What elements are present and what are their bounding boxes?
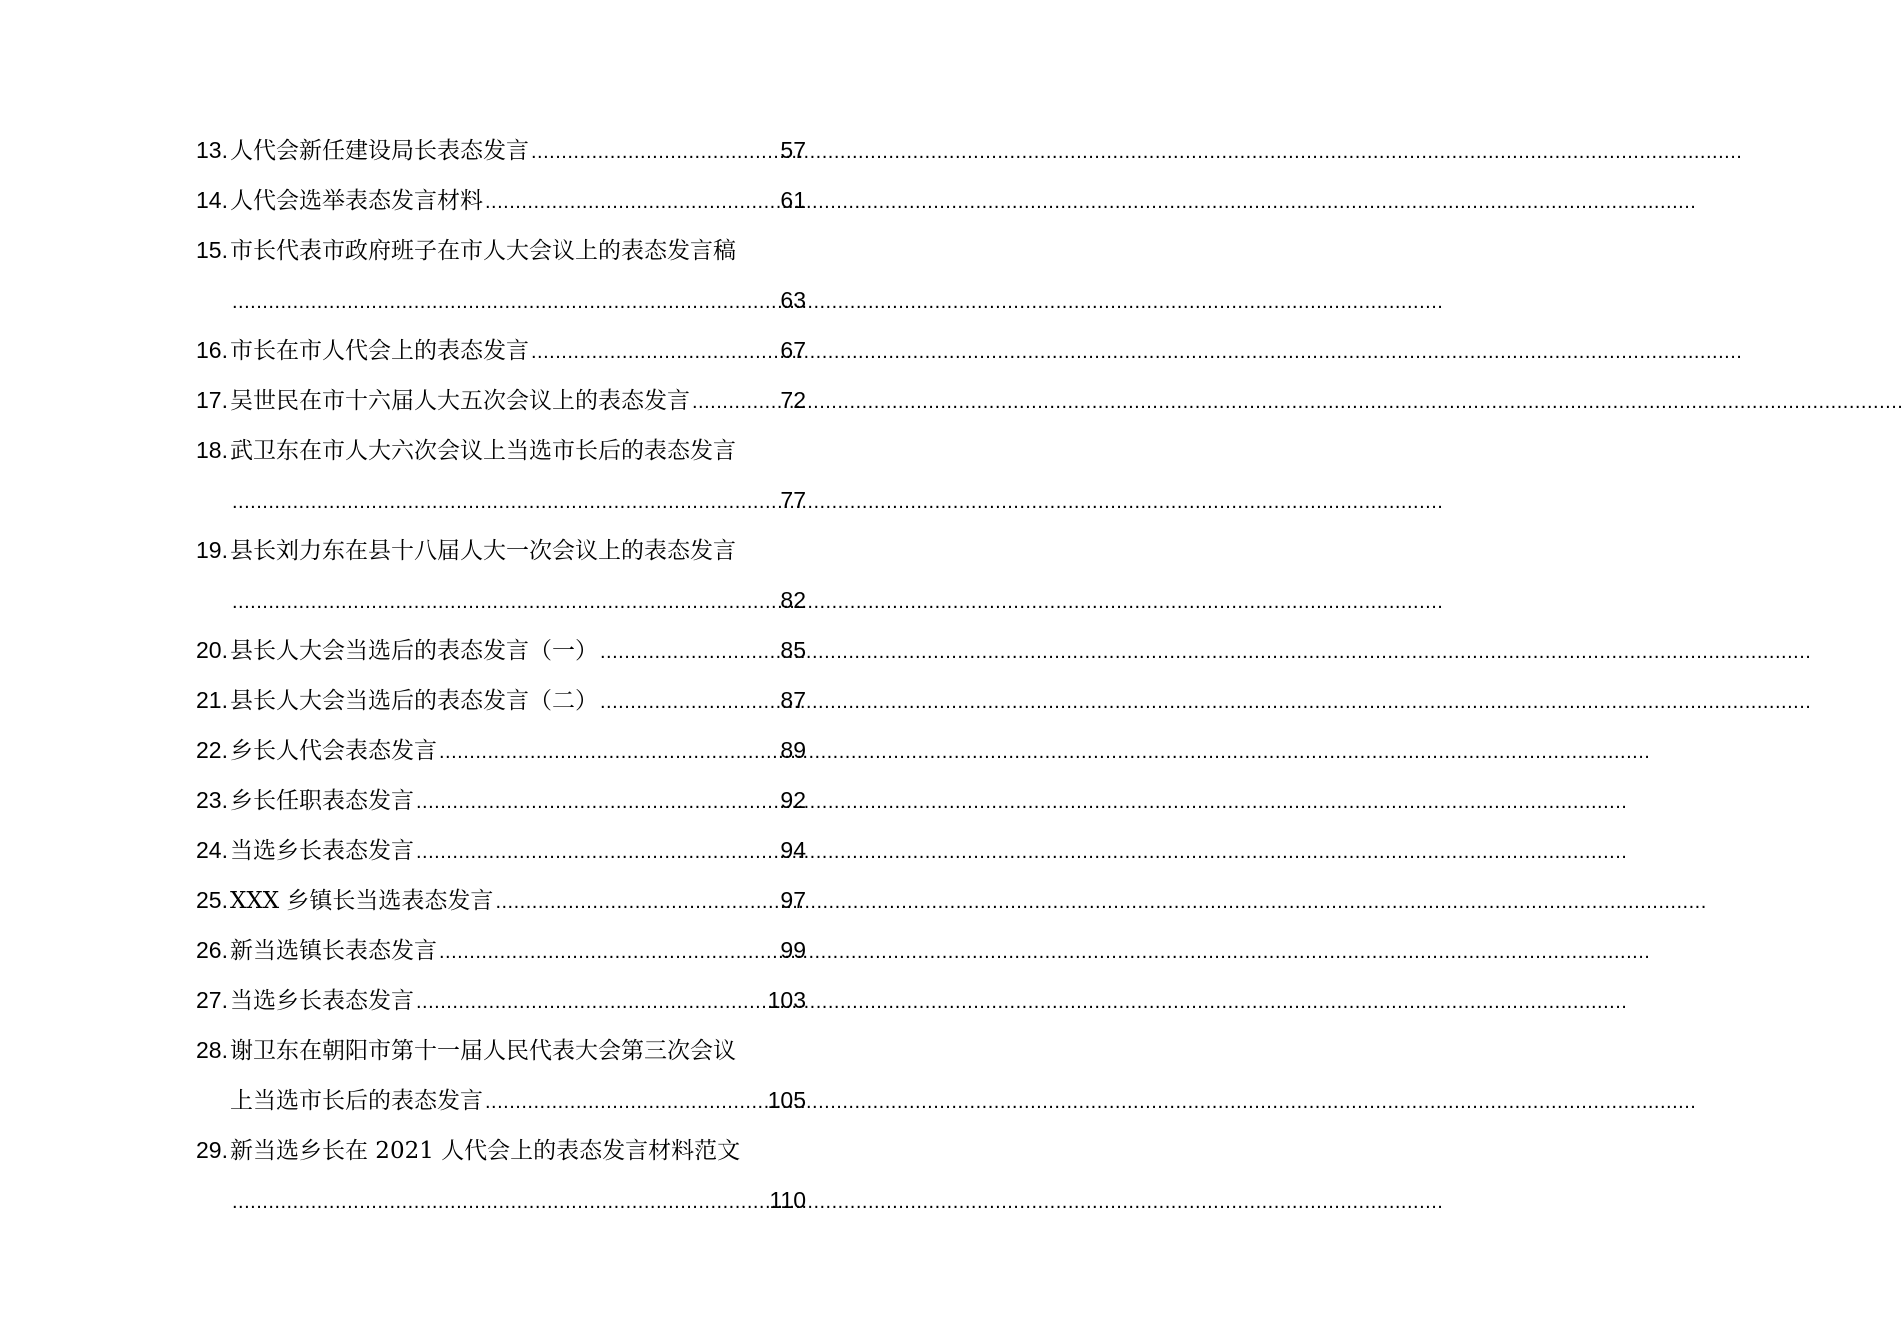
toc-page-number: 87 xyxy=(780,687,806,713)
toc-entry-number: 14. xyxy=(196,187,228,213)
toc-entry-number: 24. xyxy=(196,837,228,863)
toc-page-number: 105 xyxy=(767,1087,806,1113)
dot-leader xyxy=(485,177,778,227)
toc-entry[interactable] xyxy=(196,175,806,225)
toc-page-number: 61 xyxy=(780,187,806,213)
toc-line xyxy=(196,925,806,975)
toc-entry-number: 19. xyxy=(196,537,228,563)
toc-entry-number: 16. xyxy=(196,337,228,363)
dot-leader xyxy=(416,977,766,1027)
dot-leader xyxy=(439,727,778,777)
toc-entry[interactable] xyxy=(196,775,806,825)
toc-line xyxy=(196,225,806,275)
dot-leader xyxy=(531,327,778,377)
toc-entry-number: 29. xyxy=(196,1137,228,1163)
toc-line xyxy=(196,975,806,1025)
toc-page-number: 67 xyxy=(780,337,806,363)
toc-entry-number: 22. xyxy=(196,737,228,763)
toc-entry-title: 吴世民在市十六届人大五次会议上的表态发言 xyxy=(230,388,690,414)
toc-entry-number: 23. xyxy=(196,787,228,813)
dot-leader xyxy=(495,877,778,927)
toc-entry-title: 新当选镇长表态发言 xyxy=(230,938,437,964)
dot-leader xyxy=(232,1177,767,1227)
toc-line xyxy=(196,1075,806,1125)
table-of-contents xyxy=(196,125,806,1225)
toc-page-number: 110 xyxy=(769,1187,806,1213)
toc-entry-title: 人代会选举表态发言材料 xyxy=(230,188,483,214)
toc-entry-title: 乡长人代会表态发言 xyxy=(230,738,437,764)
toc-page-number: 63 xyxy=(780,287,806,313)
dot-leader xyxy=(232,277,778,327)
toc-entry[interactable] xyxy=(196,925,806,975)
dot-leader xyxy=(232,477,778,527)
toc-entry-number: 15. xyxy=(196,237,228,263)
toc-line xyxy=(196,825,806,875)
toc-entry[interactable] xyxy=(196,725,806,775)
toc-page-number: 77 xyxy=(780,487,806,513)
dot-leader xyxy=(439,927,778,977)
toc-line xyxy=(196,375,806,425)
toc-entry-number: 20. xyxy=(196,637,228,663)
dot-leader xyxy=(232,577,778,627)
toc-entry[interactable] xyxy=(196,625,806,675)
toc-entry[interactable] xyxy=(196,125,806,175)
toc-line xyxy=(196,175,806,225)
dot-leader xyxy=(692,377,778,427)
toc-entry[interactable] xyxy=(196,225,806,325)
toc-line xyxy=(196,775,806,825)
toc-entry-title: 上当选市长后的表态发言 xyxy=(230,1088,483,1114)
toc-entry[interactable] xyxy=(196,325,806,375)
toc-entry-number: 25. xyxy=(196,887,228,913)
toc-entry[interactable] xyxy=(196,1125,806,1225)
toc-page-number: 89 xyxy=(780,737,806,763)
toc-entry[interactable] xyxy=(196,875,806,925)
toc-entry-number: 28. xyxy=(196,1037,228,1063)
toc-entry-title: 市长代表市政府班子在市人大会议上的表态发言稿 xyxy=(230,238,736,264)
toc-page-number: 94 xyxy=(780,837,806,863)
toc-entry[interactable] xyxy=(196,825,806,875)
toc-line xyxy=(196,1125,806,1175)
toc-page-number: 72 xyxy=(780,387,806,413)
toc-entry-title: XXX 乡镇长当选表态发言 xyxy=(230,888,494,914)
toc-entry-number: 17. xyxy=(196,387,228,413)
toc-page-number: 57 xyxy=(780,137,806,163)
toc-line xyxy=(196,625,806,675)
toc-entry-title: 县长人大会当选后的表态发言（一） xyxy=(230,638,598,664)
dot-leader xyxy=(600,627,778,677)
toc-line xyxy=(196,675,806,725)
toc-line xyxy=(196,1025,806,1075)
toc-entry-title: 市长在市人代会上的表态发言 xyxy=(230,338,529,364)
toc-line xyxy=(196,725,806,775)
toc-entry-title: 县长刘力东在县十八届人大一次会议上的表态发言 xyxy=(230,538,736,564)
toc-line xyxy=(196,425,806,475)
toc-entry-title: 当选乡长表态发言 xyxy=(230,838,414,864)
toc-page-number: 82 xyxy=(780,587,806,613)
toc-line xyxy=(196,875,806,925)
toc-line xyxy=(196,1175,806,1225)
toc-page-number: 92 xyxy=(780,787,806,813)
toc-entry[interactable] xyxy=(196,375,806,425)
toc-entry[interactable] xyxy=(196,425,806,525)
toc-line xyxy=(196,125,806,175)
toc-entry-number: 18. xyxy=(196,437,228,463)
toc-entry-title: 当选乡长表态发言 xyxy=(230,988,414,1014)
toc-entry-number: 21. xyxy=(196,687,228,713)
dot-leader xyxy=(416,827,778,877)
toc-entry-title: 人代会新任建设局长表态发言 xyxy=(230,138,529,164)
toc-entry-number: 27. xyxy=(196,987,228,1013)
toc-entry-title: 武卫东在市人大六次会议上当选市长后的表态发言 xyxy=(230,438,736,464)
toc-line xyxy=(196,325,806,375)
dot-leader xyxy=(600,677,778,727)
toc-entry[interactable] xyxy=(196,975,806,1025)
toc-page-number: 85 xyxy=(780,637,806,663)
toc-entry-title: 县长人大会当选后的表态发言（二） xyxy=(230,688,598,714)
toc-entry[interactable] xyxy=(196,525,806,625)
toc-page-number: 103 xyxy=(767,987,806,1013)
dot-leader xyxy=(531,127,778,177)
toc-line xyxy=(196,525,806,575)
toc-line xyxy=(196,575,806,625)
dot-leader xyxy=(485,1077,766,1127)
toc-entry-number: 26. xyxy=(196,937,228,963)
toc-page-number: 99 xyxy=(780,937,806,963)
toc-entry-title: 新当选乡长在 2021 人代会上的表态发言材料范文 xyxy=(230,1138,741,1164)
toc-entry[interactable] xyxy=(196,675,806,725)
toc-line xyxy=(196,475,806,525)
toc-entry-number: 13. xyxy=(196,137,228,163)
toc-entry-title: 谢卫东在朝阳市第十一届人民代表大会第三次会议 xyxy=(230,1038,736,1064)
toc-entry[interactable] xyxy=(196,1025,806,1125)
toc-line xyxy=(196,275,806,325)
toc-page-number: 97 xyxy=(780,887,806,913)
toc-entry-title: 乡长任职表态发言 xyxy=(230,788,414,814)
dot-leader xyxy=(416,777,778,827)
